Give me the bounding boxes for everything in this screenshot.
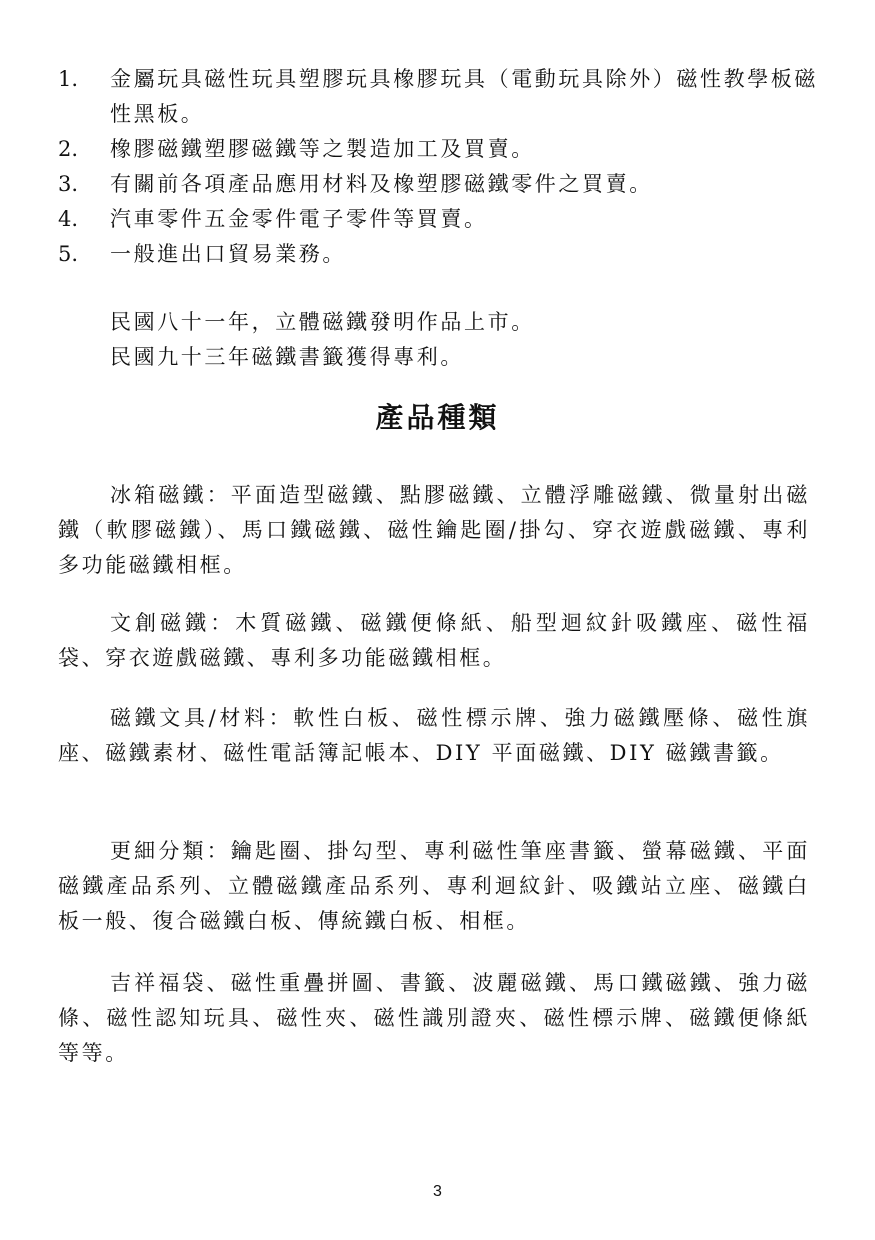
list-item [58,167,818,202]
category-paragraph-creative-magnets: 文創磁鐵：木質磁鐵、磁鐵便條紙、船型迴紋針吸鐵座、磁性福袋、穿衣遊戲磁鐵、專利多功能磁鐵相框。 [58,611,810,670]
item-text: 汽車零件五金零件電子零件等買賣。 [110,207,488,231]
item-number: 3. [58,172,79,196]
list-item [58,202,818,237]
item-text: 金屬玩具磁性玩具塑膠玩具橡膠玩具（電動玩具除外）磁性教學板磁性黑板。 [110,67,818,126]
item-number: 2. [58,137,79,161]
item-number: 5. [58,242,79,266]
item-number: 4. [58,207,79,231]
category-paragraph-misc-products: 吉祥福袋、磁性重疊拼圖、書籤、波麗磁鐵、馬口鐵磁鐵、強力磁條、磁性認知玩具、磁性夾、磁性識別證夾、磁性標示牌、磁鐵便條紙等等。 [58,971,810,1065]
history-line: 民國九十三年磁鐵書籤獲得專利。 [110,345,464,369]
category-paragraph-fridge-magnets: 冰箱磁鐵：平面造型磁鐵、點膠磁鐵、立體浮雕磁鐵、微量射出磁鐵（軟膠磁鐵）、馬口鐵磁鐵、磁性鑰匙圈/掛勾、穿衣遊戲磁鐵、專利多功能磁鐵相框。 [58,483,810,577]
category-paragraph-stationery-materials: 磁鐵文具/材料：軟性白板、磁性標示牌、強力磁鐵壓條、磁性旗座、磁鐵素材、磁性電話簿記帳本、DIY 平面磁鐵、DIY 磁鐵書籤。 [58,706,810,765]
company-history [110,305,810,375]
business-scope-list [58,62,818,272]
history-line: 民國八十一年，立體磁鐵發明作品上市。 [110,310,535,334]
category-paragraph-detailed-classification: 更細分類：鑰匙圈、掛勾型、專利磁性筆座書籤、螢幕磁鐵、平面磁鐵產品系列、立體磁鐵產品系列、專利迴紋針、吸鐵站立座、磁鐵白板一般、復合磁鐵白板、傳統鐵白板、相框。 [58,839,810,933]
list-item [58,132,818,167]
item-text: 橡膠磁鐵塑膠磁鐵等之製造加工及買賣。 [110,137,535,161]
list-item [58,237,818,272]
page-number: 3 [433,1183,442,1200]
item-text: 有關前各項產品應用材料及橡塑膠磁鐵零件之買賣。 [110,172,653,196]
list-item [58,62,818,132]
item-text: 一般進出口貿易業務。 [110,242,346,266]
item-number: 1. [58,67,79,91]
section-title: 產品種類 [375,401,500,434]
